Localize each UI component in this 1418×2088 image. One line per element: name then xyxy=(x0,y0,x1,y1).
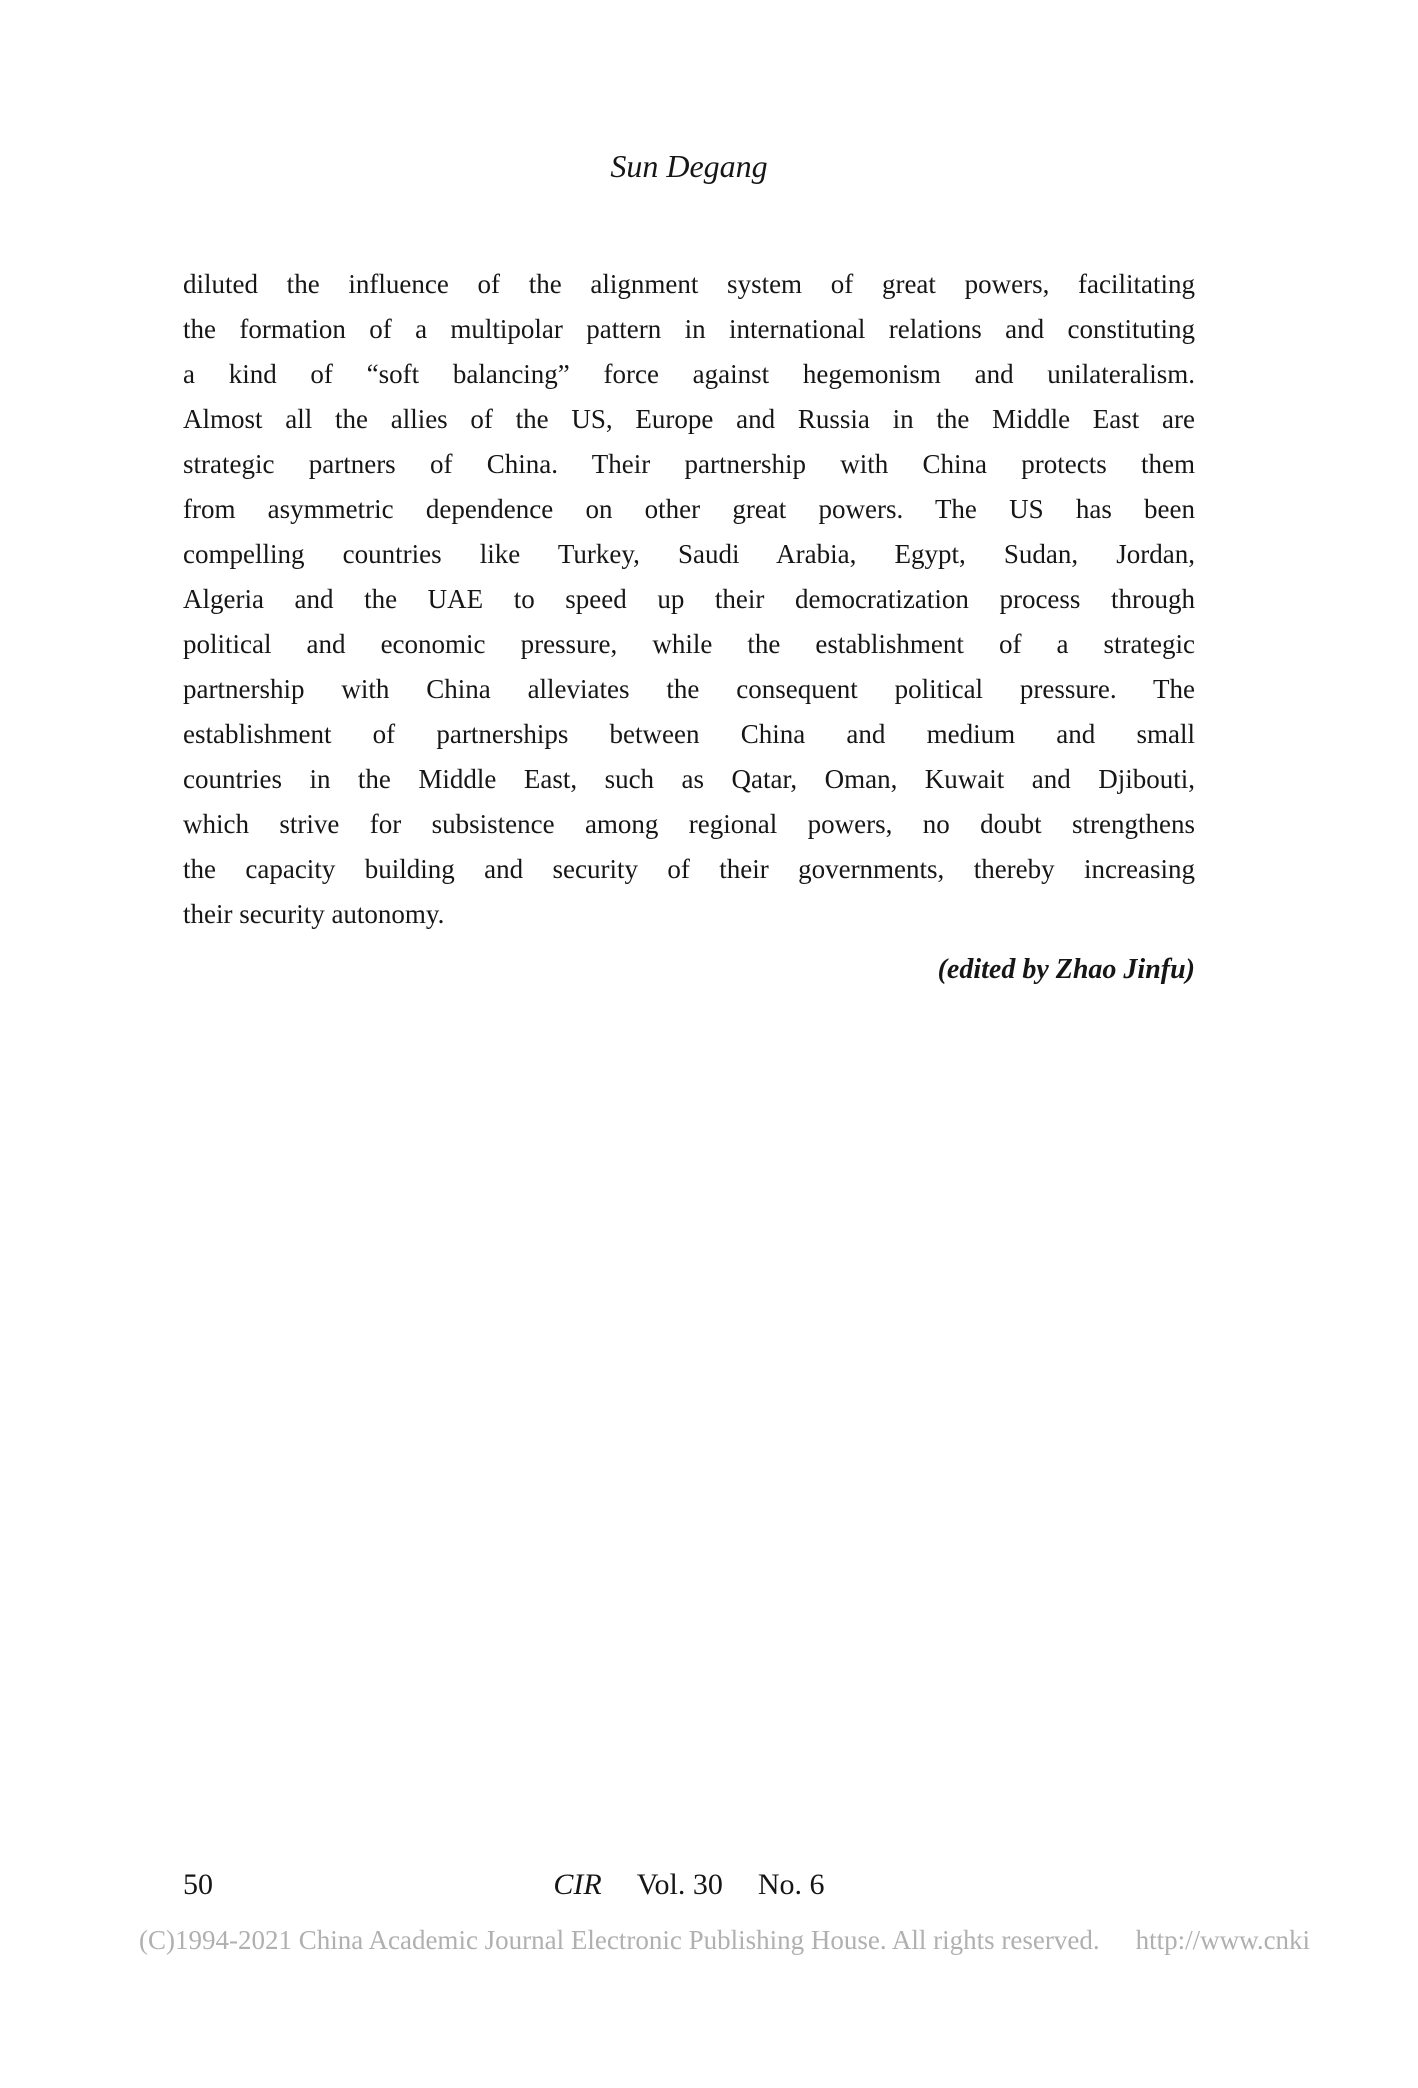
body-line: Algeria and the UAE to speed up their democratization process through xyxy=(183,584,1195,614)
page-number: 50 xyxy=(183,1868,213,1901)
body-line: political and economic pressure, while the establishment of a strategic xyxy=(183,629,1195,659)
body-line: their security autonomy. xyxy=(183,899,445,929)
journal-abbrev: CIR xyxy=(553,1868,602,1901)
body-line: Almost all the allies of the US, Europe and Russia in the Middle East are xyxy=(183,404,1195,434)
page-footer xyxy=(183,1866,1195,1904)
journal-volume: Vol. 30 xyxy=(636,1868,723,1901)
journal-citation xyxy=(183,1866,1195,1904)
body-line: partnership with China alleviates the consequent political pressure. The xyxy=(183,674,1195,704)
body-line: a kind of “soft balancing” force against hegemonism and unilateralism. xyxy=(183,359,1195,389)
body-line: countries in the Middle East, such as Qatar, Oman, Kuwait and Djibouti, xyxy=(183,764,1195,794)
body-paragraph xyxy=(183,262,1195,992)
body-line: the formation of a multipolar pattern in international relations and constituting xyxy=(183,314,1195,344)
body-line: establishment of partnerships between China and medium and small xyxy=(183,719,1195,749)
editor-byline: (edited by Zhao Jinfu) xyxy=(937,954,1195,985)
copyright-watermark xyxy=(139,1922,1310,1958)
copyright-notice: (C)1994-2021 China Academic Journal Electronic Publishing House. All rights reserved. xyxy=(139,1925,1100,1955)
watermark-url: http://www.cnki xyxy=(1135,1925,1311,1955)
body-line: compelling countries like Turkey, Saudi Arabia, Egypt, Sudan, Jordan, xyxy=(183,539,1195,569)
body-line: strategic partners of China. Their partnership with China protects them xyxy=(183,449,1195,479)
body-line: from asymmetric dependence on other great powers. The US has been xyxy=(183,494,1195,524)
body-line: which strive for subsistence among regional powers, no doubt strengthens xyxy=(183,809,1195,839)
running-head-author: Sun Degang xyxy=(610,148,768,184)
body-line: the capacity building and security of their governments, thereby increasing xyxy=(183,854,1195,884)
body-line: diluted the influence of the alignment system of great powers, facilitating xyxy=(183,269,1195,299)
journal-issue: No. 6 xyxy=(757,1868,825,1901)
